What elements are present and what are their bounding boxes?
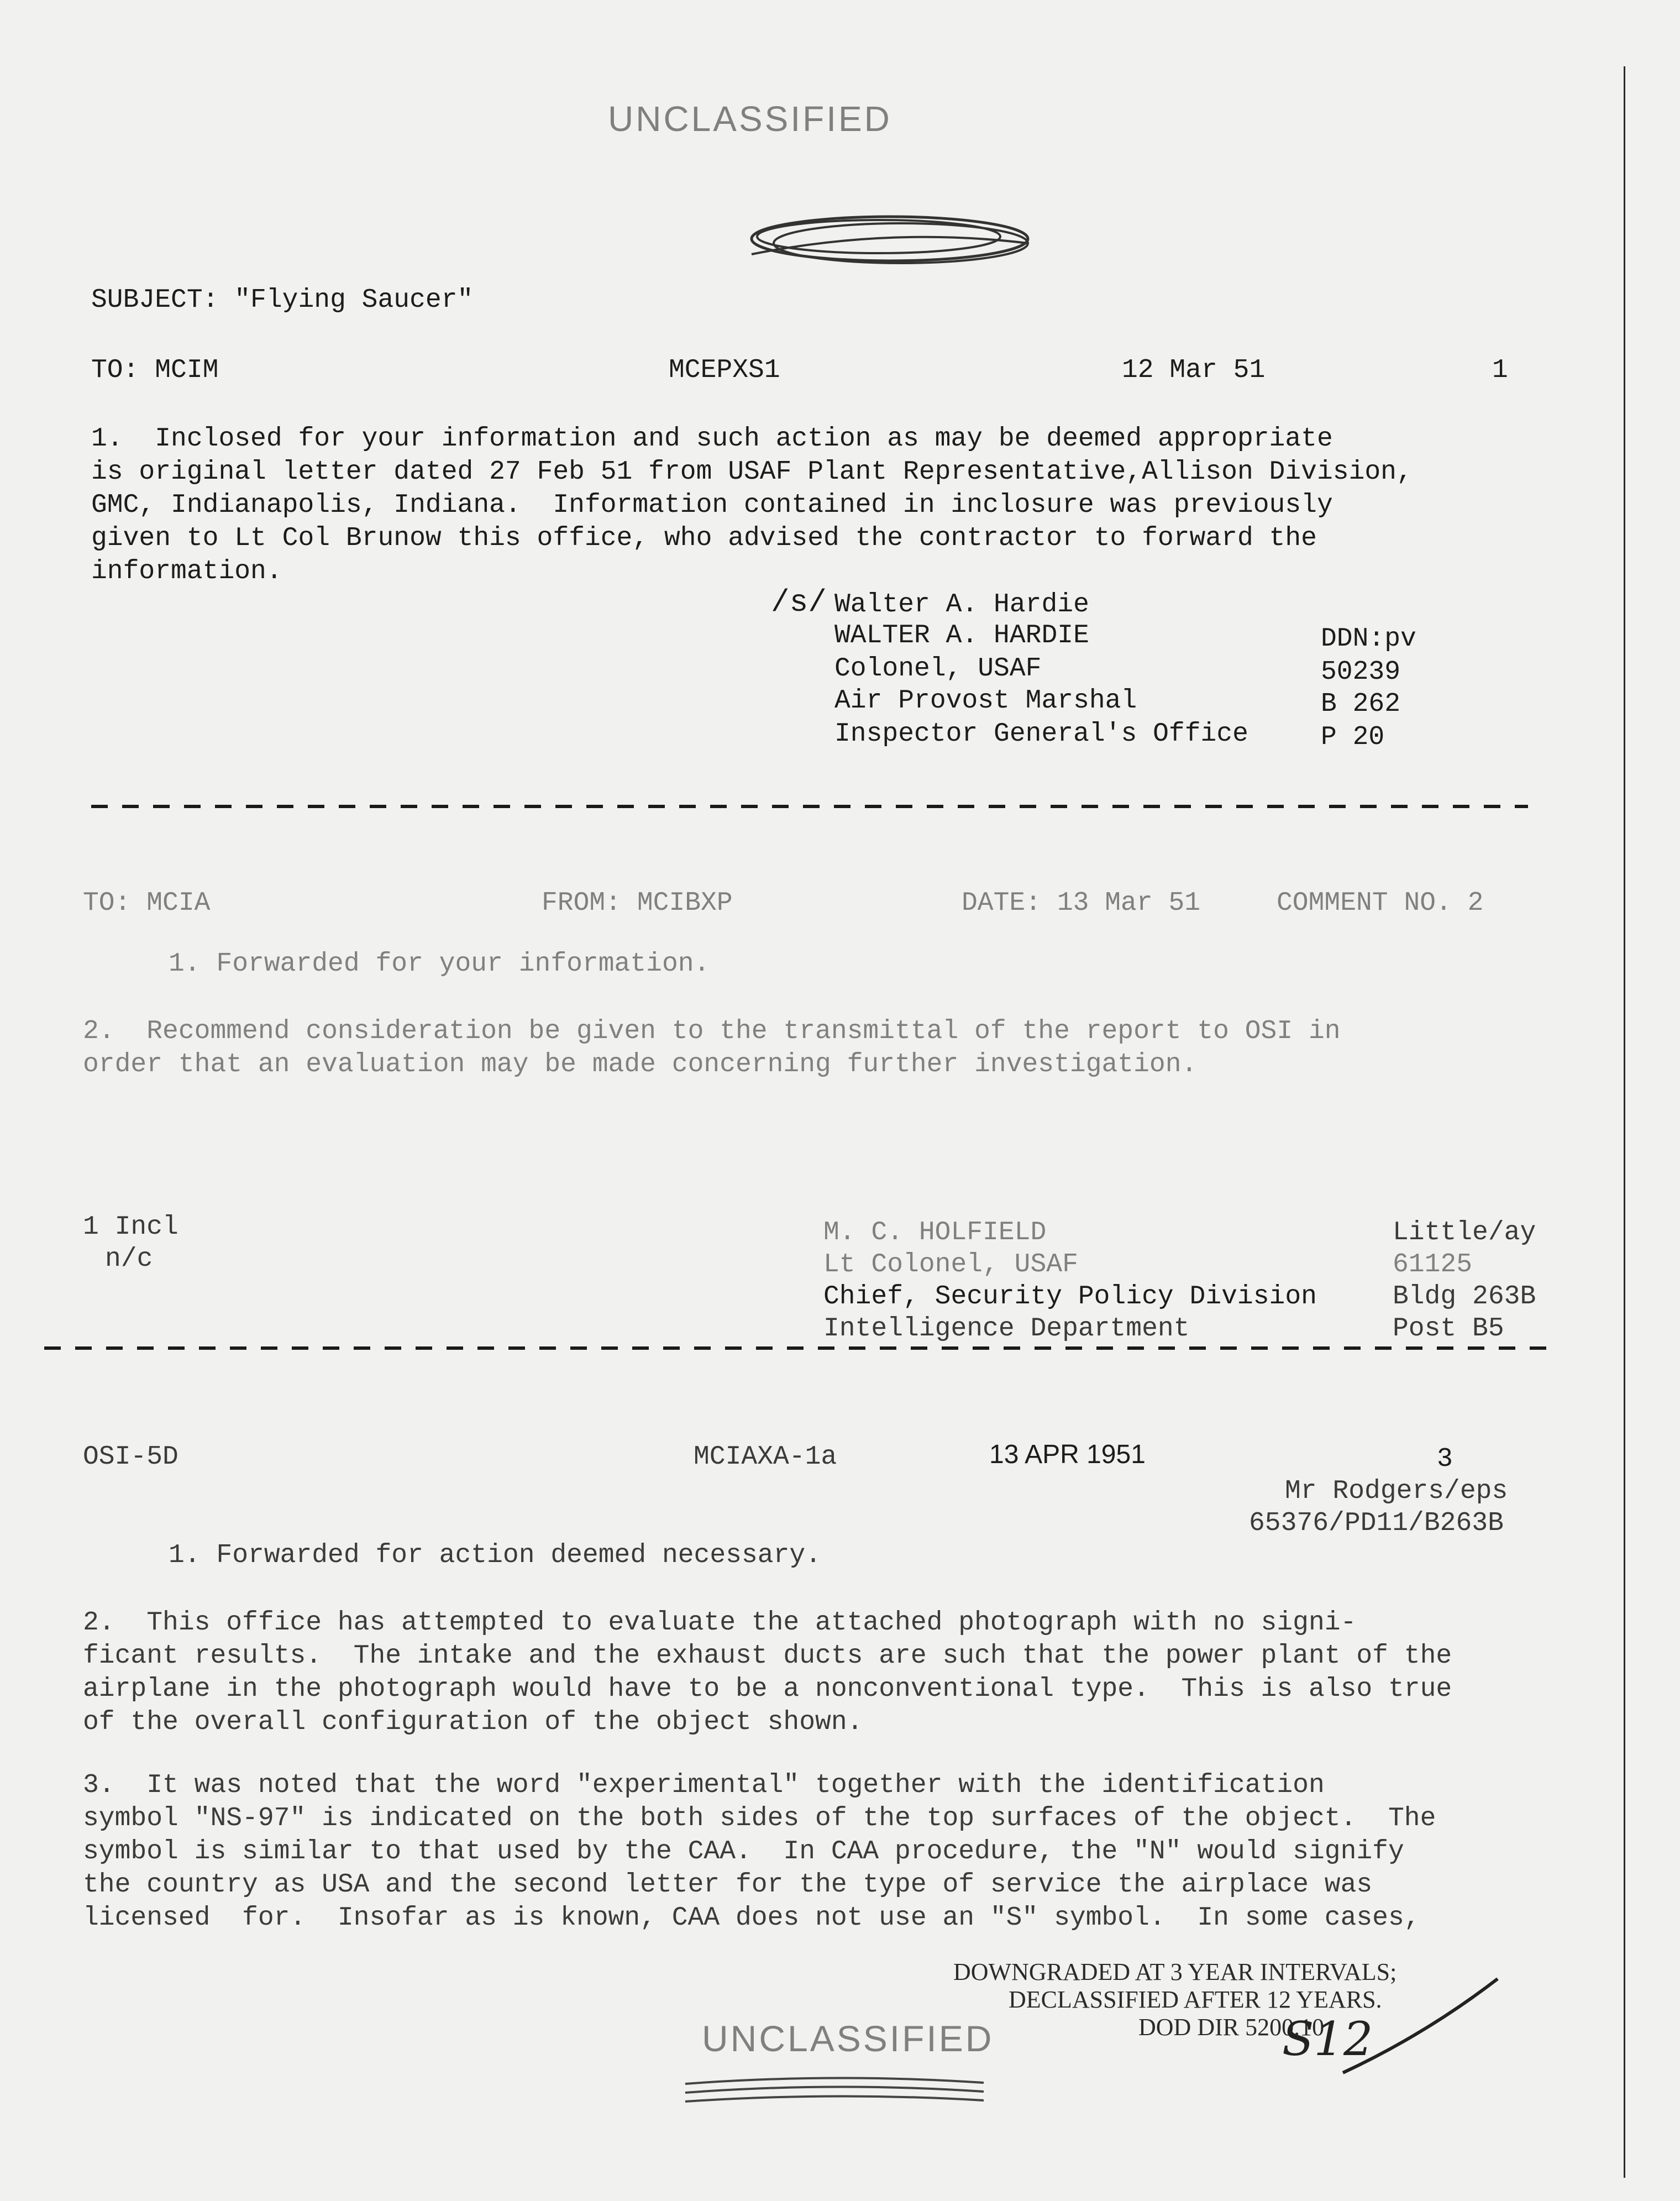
- memo1-ref-initials: DDN:pv: [1321, 624, 1416, 654]
- redaction-scribble-top: [741, 205, 1039, 276]
- memo3-ref-contact: Mr Rodgers/eps: [1285, 1476, 1508, 1506]
- memo2-signer-rank: Lt Colonel, USAF: [823, 1250, 1078, 1280]
- memo1-signer-name: WALTER A. HARDIE: [834, 621, 1089, 651]
- downgrade-stamp-line-3: DOD DIR 5200.10: [1138, 2014, 1325, 2041]
- memo2-signer-title: Chief, Security Policy Division: [823, 1282, 1317, 1312]
- memo3-to: OSI-5D: [83, 1442, 179, 1472]
- memo1-to: TO: MCIM: [91, 355, 219, 385]
- handwritten-initials: S12: [1282, 2012, 1373, 2066]
- memo1-ref-post: P 20: [1321, 722, 1385, 752]
- memo1-from-code: MCEPXS1: [669, 355, 780, 385]
- memo3-number: 3: [1437, 1444, 1453, 1474]
- memo1-date: 12 Mar 51: [1122, 355, 1266, 385]
- memo2-paragraph-1: 1. Forwarded for your information.: [169, 949, 710, 979]
- memo3-paragraph-2: 2. This office has attempted to evaluate the attached photograph with no signi- ficant results. The intake and the exhaust ducts are such that the power plant of the airplane in the photograph would have to be a nonconventional type. This is also true of the overall configuration of the object shown.: [83, 1608, 1452, 1737]
- memo2-signer-name: M. C. HOLFIELD: [823, 1218, 1047, 1248]
- memo2-inclosure: 1 Incl: [83, 1212, 179, 1242]
- memo3-date-stamp: 13 APR 1951: [989, 1440, 1146, 1469]
- memo3-ref-code: 65376/PD11/B263B: [1249, 1508, 1504, 1538]
- subject-line: SUBJECT: "Flying Saucer": [91, 285, 474, 315]
- memo3-paragraph-1: 1. Forwarded for action deemed necessary.: [169, 1540, 821, 1570]
- memo1-signer-signature: Walter A. Hardie: [834, 590, 1089, 620]
- memo2-paragraph-2: 2. Recommend consideration be given to the transmittal of the report to OSI in order that an evaluation may be made concerning further investigation.: [83, 1016, 1341, 1079]
- memo3-from-code: MCIAXA-1a: [694, 1442, 837, 1472]
- memo1-signer-rank: Colonel, USAF: [834, 654, 1042, 684]
- memo2-signer-department: Intelligence Department: [823, 1314, 1190, 1344]
- memo1-signer-office: Inspector General's Office: [834, 719, 1248, 749]
- memo1-signer-title: Air Provost Marshal: [834, 686, 1137, 716]
- memo2-ref-phone: 61125: [1393, 1250, 1473, 1280]
- memo2-ref-post: Post B5: [1393, 1314, 1504, 1344]
- memo1-ref-building: B 262: [1321, 689, 1401, 719]
- separator-dashed-1: [91, 805, 1528, 808]
- memo2-ref-initials: Little/ay: [1393, 1218, 1536, 1248]
- memo2-date: DATE: 13 Mar 51: [962, 888, 1201, 918]
- memo3-paragraph-3: 3. It was noted that the word "experimental" together with the identification symbol "NS-97" is indicated on the both sides of the top surfaces of the object. The symbol is similar to that used by the CAA. In CAA procedure, the "N" would signify the country as USA and the second letter for the type of service the airplace was licensed for. Insofar as is known, CAA does not use an "S" symbol. In some cases,: [83, 1770, 1436, 1933]
- memo2-ref-building: Bldg 263B: [1393, 1282, 1536, 1312]
- memo2-inclosure-note: n/c: [105, 1244, 153, 1274]
- memo2-from: FROM: MCIBXP: [542, 888, 733, 918]
- memo2-to: TO: MCIA: [83, 888, 211, 918]
- handwritten-stroke: [1337, 1968, 1503, 2084]
- signature-mark: /s/: [771, 585, 827, 620]
- redaction-scribble-bottom: [680, 2067, 989, 2117]
- memo1-paragraph-1: 1. Inclosed for your information and such action as may be deemed appropriate is original letter dated 27 Feb 51 from USAF Plant Representative,Allison Division, GMC, Indianapolis, Indiana. Information contained in inclosure was previously given to Lt Col Brunow this office, who advised the contractor to forward the information.: [91, 424, 1413, 586]
- memo1-ref-phone: 50239: [1321, 657, 1401, 687]
- classification-stamp-bottom: UNCLASSIFIED: [702, 2018, 994, 2059]
- memo2-comment-number: COMMENT NO. 2: [1277, 888, 1484, 918]
- separator-dashed-2: [44, 1346, 1547, 1350]
- downgrade-stamp-line-2: DECLASSIFIED AFTER 12 YEARS.: [1009, 1986, 1382, 2013]
- downgrade-stamp-line-1: DOWNGRADED AT 3 YEAR INTERVALS;: [953, 1958, 1397, 1985]
- classification-stamp-top: UNCLASSIFIED: [608, 99, 892, 139]
- memo1-number: 1: [1492, 355, 1508, 385]
